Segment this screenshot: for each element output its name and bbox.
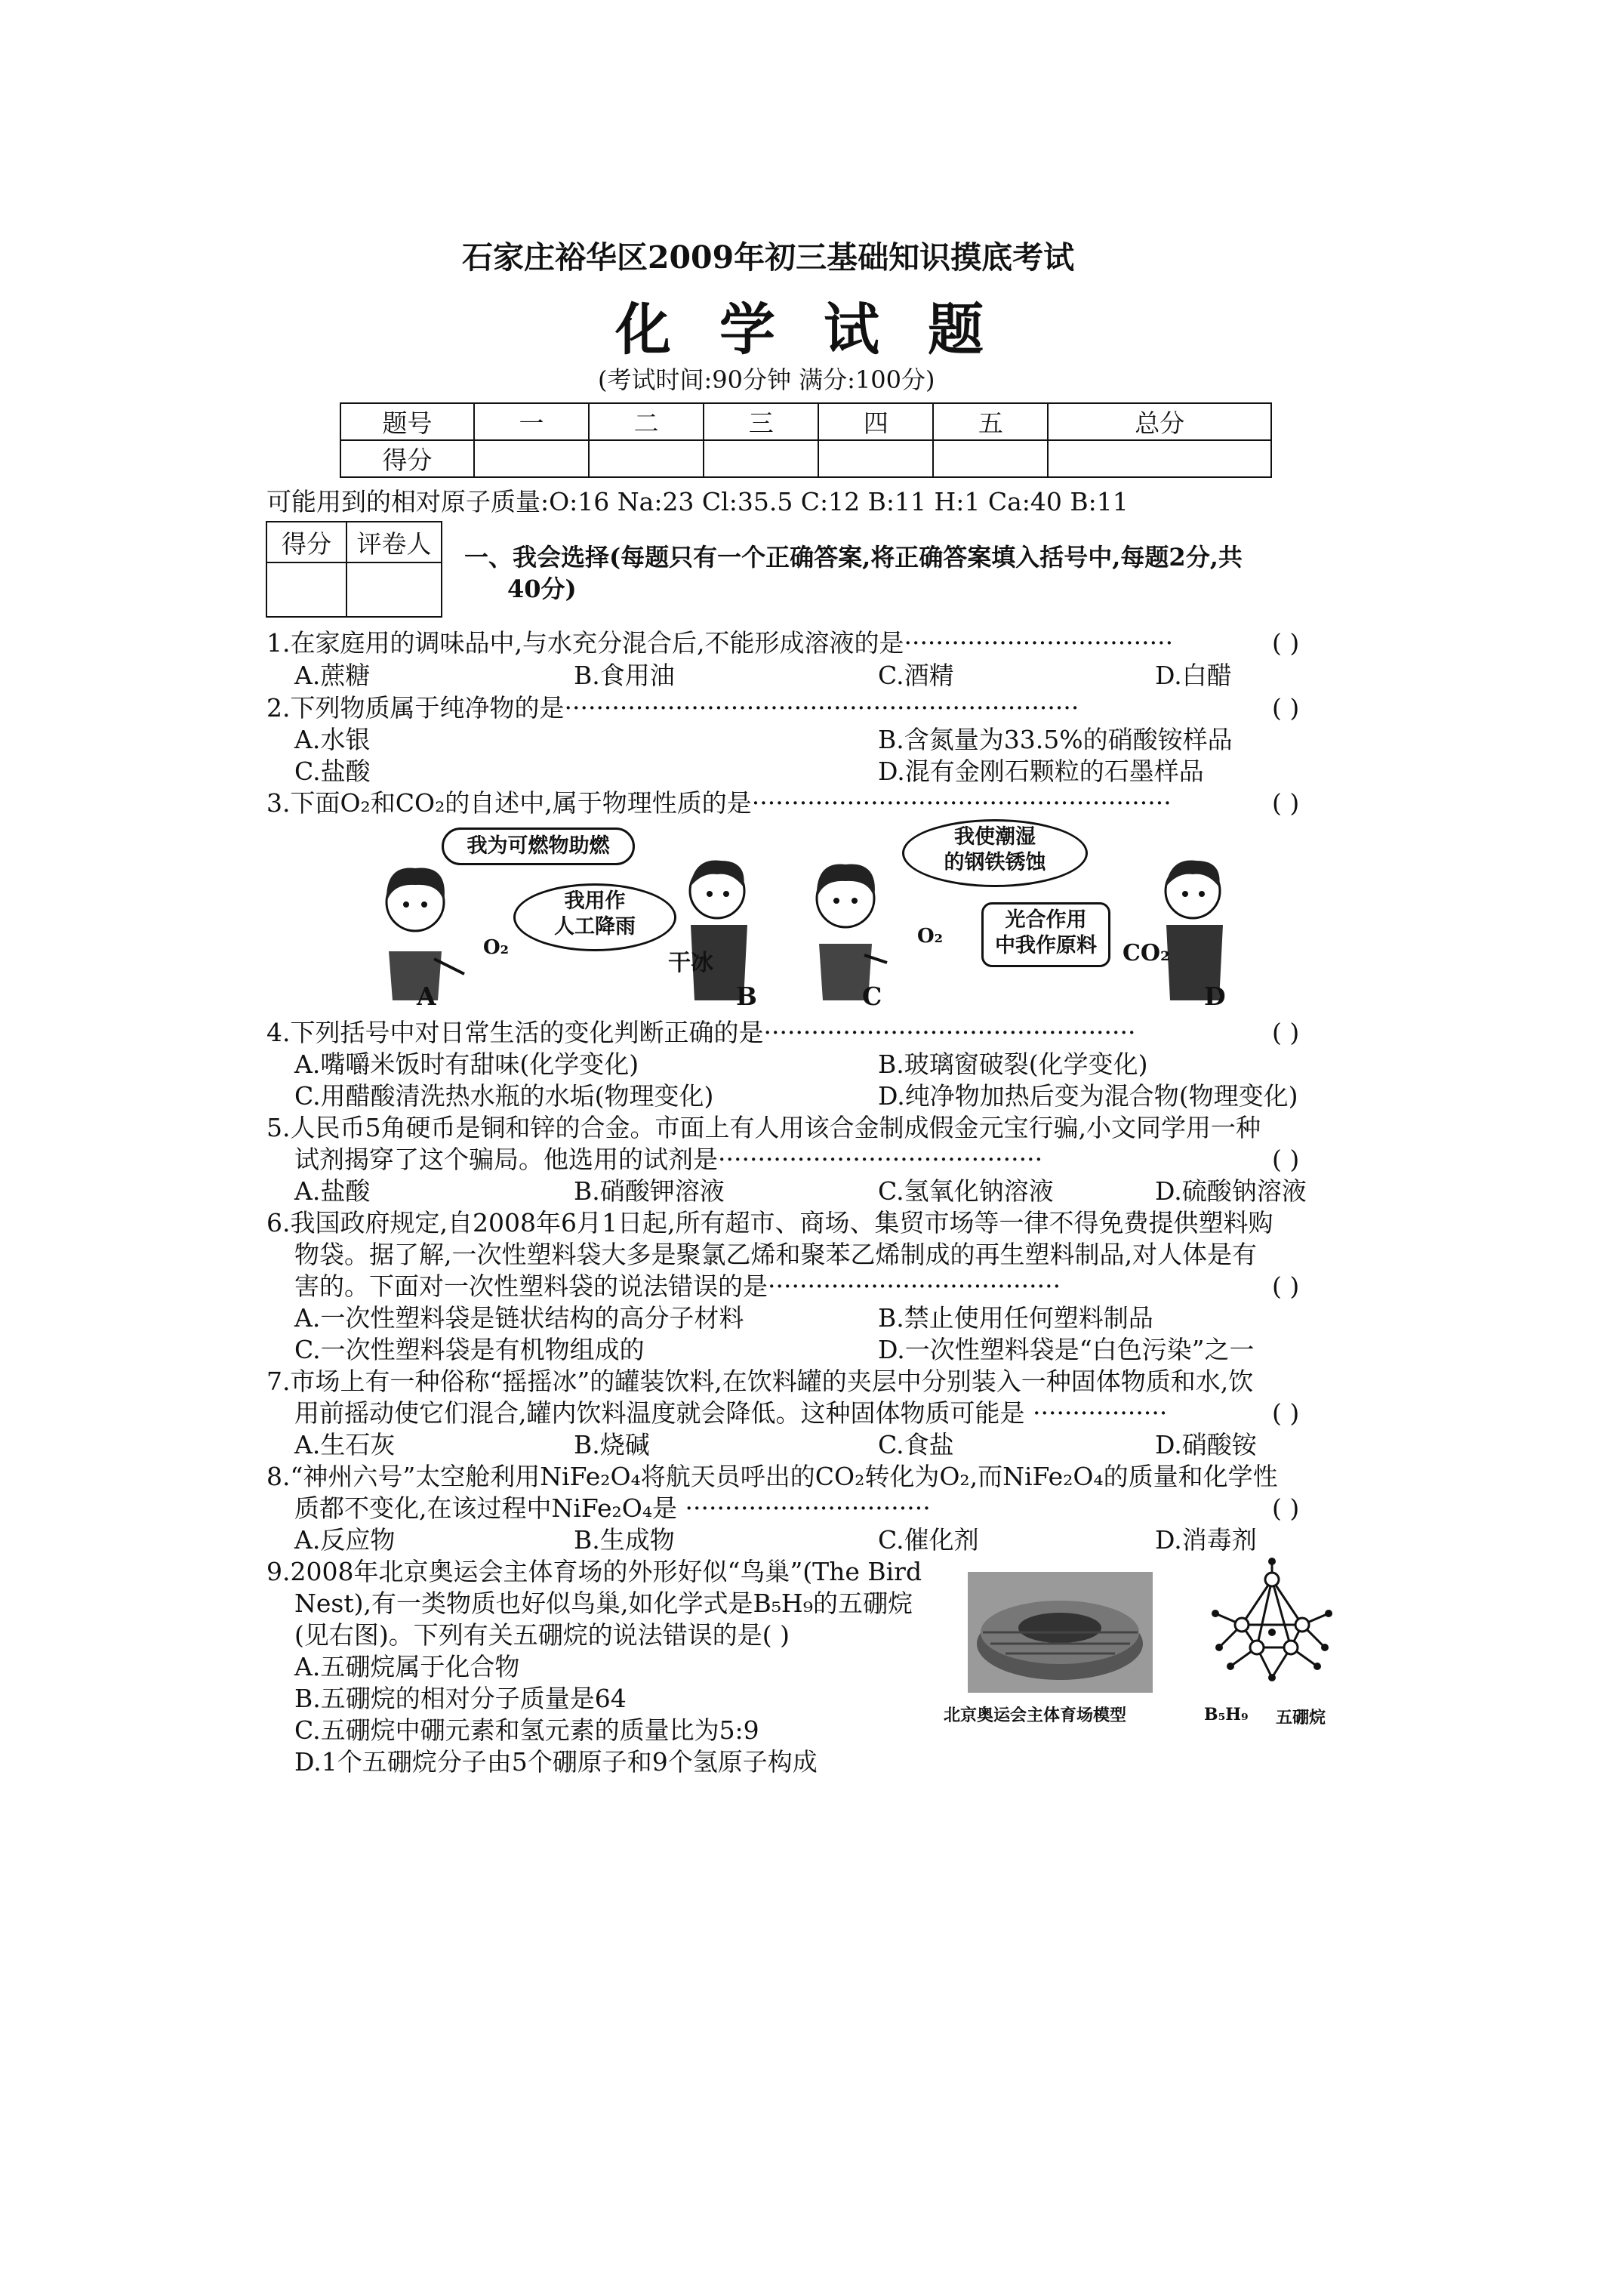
q6-option-c: C.一次性塑料袋是有机物组成的: [294, 1335, 645, 1364]
q4-stem: 4.下列括号中对日常生活的变化判断正确的是···············································: [266, 1018, 1136, 1047]
q8-answer-blank: ( ): [1272, 1493, 1300, 1523]
q6-answer-blank: ( ): [1272, 1271, 1300, 1301]
q2-option-d: D.混有金刚石颗粒的石墨样品: [878, 757, 1204, 786]
q2-answer-blank: ( ): [1272, 693, 1300, 723]
grader-name-label: 评卷人: [346, 522, 442, 562]
q1-answer-blank: ( ): [1272, 628, 1300, 658]
score-table-header: 五: [933, 403, 1048, 440]
q7-option-c: C.食盐: [878, 1430, 954, 1459]
girl-figure-a: [387, 868, 464, 1000]
q4-option-d: D.纯净物加热后变为混合物(物理变化): [878, 1081, 1298, 1111]
q5-stem-line2: 试剂揭穿了这个骗局。他选用的试剂是·········································: [294, 1145, 1043, 1174]
q1-stem: 1.在家庭用的调味品中,与水充分混合后,不能形成溶液的是··································: [266, 628, 1174, 658]
q9-option-b: B.五硼烷的相对分子质量是64: [294, 1684, 627, 1713]
q5-option-d: D.硫酸钠溶液: [1155, 1176, 1307, 1206]
q3-answer-blank: ( ): [1272, 788, 1300, 818]
q2-option-b: B.含氮量为33.5%的硝酸铵样品: [878, 725, 1233, 754]
q3-bubble-b-line1: 我用作: [564, 889, 626, 913]
q1-option-a: A.蔗糖: [294, 661, 371, 690]
q2-stem: 2.下列物质属于纯净物的是·································································: [266, 693, 1079, 723]
q5-option-b: B.硝酸钾溶液: [574, 1176, 725, 1206]
grader-box: [266, 521, 442, 618]
grader-score-cell: [266, 562, 346, 617]
q6-option-b: B.禁止使用任何塑料制品: [878, 1303, 1153, 1333]
q1-option-c: C.酒精: [878, 661, 954, 690]
q7-option-b: B.烧碱: [574, 1430, 650, 1459]
score-table-header: 题号: [340, 403, 474, 440]
score-table-header: 二: [589, 403, 704, 440]
exam-info: (考试时间:90分钟 满分:100分): [598, 365, 935, 394]
pentaborane-structure-diagram: [1196, 1557, 1347, 1697]
q3-option-a-label: A: [417, 982, 436, 1011]
grader-score-label: 得分: [266, 522, 346, 562]
q2-option-a: A.水银: [294, 725, 371, 754]
score-cell: [589, 440, 704, 477]
q3-bubble-b-line2: 人工降雨: [554, 915, 636, 938]
q9-stem-line3: (见右图)。下列有关五硼烷的说法错误的是( ): [294, 1620, 790, 1650]
q3-bubble-a: 我为可燃物助燃: [442, 827, 635, 865]
q8-option-a: A.反应物: [294, 1525, 396, 1555]
q4-answer-blank: ( ): [1272, 1018, 1300, 1047]
q9-option-a: A.五硼烷属于化合物: [294, 1652, 520, 1681]
bird-nest-stadium-image: [968, 1572, 1153, 1693]
q3-bubble-d-line2: 中我作原料: [995, 934, 1097, 957]
q3-label-o2-a: O₂: [483, 936, 510, 959]
q9-stem-line1: 9.2008年北京奥运会主体育场的外形好似“鸟巢”(The Bird: [266, 1557, 922, 1586]
q3-bubble-c-line1: 我使潮湿: [954, 825, 1036, 849]
section1-heading-cont: 40分): [507, 575, 577, 603]
stadium-caption: 北京奥运会主体育场模型: [944, 1706, 1127, 1725]
q3-bubble-c-line2: 的钢铁锈蚀: [944, 851, 1046, 874]
q5-stem-line1: 5.人民币5角硬币是铜和锌的合金。市面上有人用该合金制成假金元宝行骗,小文同学用一种: [266, 1113, 1261, 1142]
q6-option-a: A.一次性塑料袋是链状结构的高分子材料: [294, 1303, 744, 1333]
q3-bubble-c: [902, 819, 1088, 887]
q5-option-a: A.盐酸: [294, 1176, 371, 1206]
subject-title: 化学试题: [615, 297, 1032, 362]
q8-stem-line2: 质都不变化,在该过程中NiFe₂O₄是 ·······························: [294, 1493, 931, 1523]
q6-stem-line3: 害的。下面对一次性塑料袋的说法错误的是·····································: [294, 1271, 1061, 1301]
q3-bubble-d-line1: 光合作用: [1005, 908, 1087, 932]
q9-stem-line2: Nest),有一类物质也好似鸟巢,如化学式是B₅H₉的五硼烷: [294, 1589, 913, 1618]
score-table-header: 总分: [1048, 403, 1271, 440]
score-cell: [818, 440, 933, 477]
q2-option-c: C.盐酸: [294, 757, 371, 786]
q7-stem-line2: 用前摇动使它们混合,罐内饮料温度就会降低。这种固体物质可能是 ·················: [294, 1398, 1168, 1428]
score-cell: [704, 440, 818, 477]
score-cell: [474, 440, 589, 477]
q3-option-d-label: D: [1204, 982, 1226, 1011]
q3-label-dry-ice: 干冰: [668, 950, 713, 976]
q6-stem-line1: 6.我国政府规定,自2008年6月1日起,所有超市、商场、集贸市场等一律不得免费提供塑料购: [266, 1208, 1273, 1237]
q7-stem-line1: 7.市场上有一种俗称“摇摇冰”的罐装饮料,在饮料罐的夹层中分别装入一种固体物质和水,饮: [266, 1367, 1254, 1396]
pentaborane-name-caption: 五硼烷: [1276, 1708, 1326, 1727]
q4-option-b: B.玻璃窗破裂(化学变化): [878, 1049, 1148, 1079]
q7-option-a: A.生石灰: [294, 1430, 396, 1459]
q8-option-d: D.消毒剂: [1155, 1525, 1257, 1555]
score-table: [340, 402, 1272, 478]
q9-option-c: C.五硼烷中硼元素和氢元素的质量比为5:9: [294, 1715, 759, 1745]
q3-bubble-b: [513, 883, 676, 951]
exam-title: 石家庄裕华区2009年初三基础知识摸底考试: [462, 239, 1075, 276]
score-cell: [933, 440, 1048, 477]
q5-option-c: C.氢氧化钠溶液: [878, 1176, 1054, 1206]
grader-name-cell: [346, 562, 442, 617]
section1-heading: 一、我会选择(每题只有一个正确答案,将正确答案填入括号中,每题2分,共: [464, 543, 1243, 572]
score-table-header: 一: [474, 403, 589, 440]
q7-option-d: D.硝酸铵: [1155, 1430, 1257, 1459]
pentaborane-formula-caption: B₅H₉: [1204, 1705, 1249, 1724]
q3-stem: 3.下面O₂和CO₂的自述中,属于物理性质的是·····················································: [266, 788, 1172, 818]
boy-figure-b: [690, 860, 747, 1000]
q4-option-c: C.用醋酸清洗热水瓶的水垢(物理变化): [294, 1081, 714, 1111]
q3-label-o2-c: O₂: [917, 925, 944, 948]
q3-option-b-label: B: [736, 982, 757, 1011]
q1-option-d: D.白醋: [1155, 661, 1232, 690]
boy-figure-d: [1166, 860, 1223, 1000]
q8-option-b: B.生成物: [574, 1525, 675, 1555]
q3-label-co2: CO₂: [1123, 940, 1171, 966]
q8-option-c: C.催化剂: [878, 1525, 979, 1555]
q3-option-c-label: C: [862, 982, 882, 1011]
girl-figure-c: [817, 864, 887, 1000]
q5-answer-blank: ( ): [1272, 1145, 1300, 1174]
q7-answer-blank: ( ): [1272, 1398, 1300, 1428]
score-table-header: 四: [818, 403, 933, 440]
q9-option-d: D.1个五硼烷分子由5个硼原子和9个氢原子构成: [294, 1747, 818, 1777]
score-table-row-label: 得分: [340, 440, 474, 477]
q6-option-d: D.一次性塑料袋是“白色污染”之一: [878, 1335, 1255, 1364]
q3-bubble-d: [981, 902, 1110, 967]
q4-option-a: A.嘴嚼米饭时有甜味(化学变化): [294, 1049, 639, 1079]
q1-option-b: B.食用油: [574, 661, 675, 690]
q8-stem-line1: 8.“神州六号”太空舱利用NiFe₂O₄将航天员呼出的CO₂转化为O₂,而NiFe₂O₄的质量和化学性: [266, 1462, 1278, 1491]
atomic-masses: 可能用到的相对原子质量:O:16 Na:23 Cl:35.5 C:12 B:11 H:1 Ca:40 B:11: [266, 487, 1129, 516]
score-cell: [1048, 440, 1271, 477]
score-table-header: 三: [704, 403, 818, 440]
q6-stem-line2: 物袋。据了解,一次性塑料袋大多是聚氯乙烯和聚苯乙烯制成的再生塑料制品,对人体是有: [294, 1240, 1257, 1269]
